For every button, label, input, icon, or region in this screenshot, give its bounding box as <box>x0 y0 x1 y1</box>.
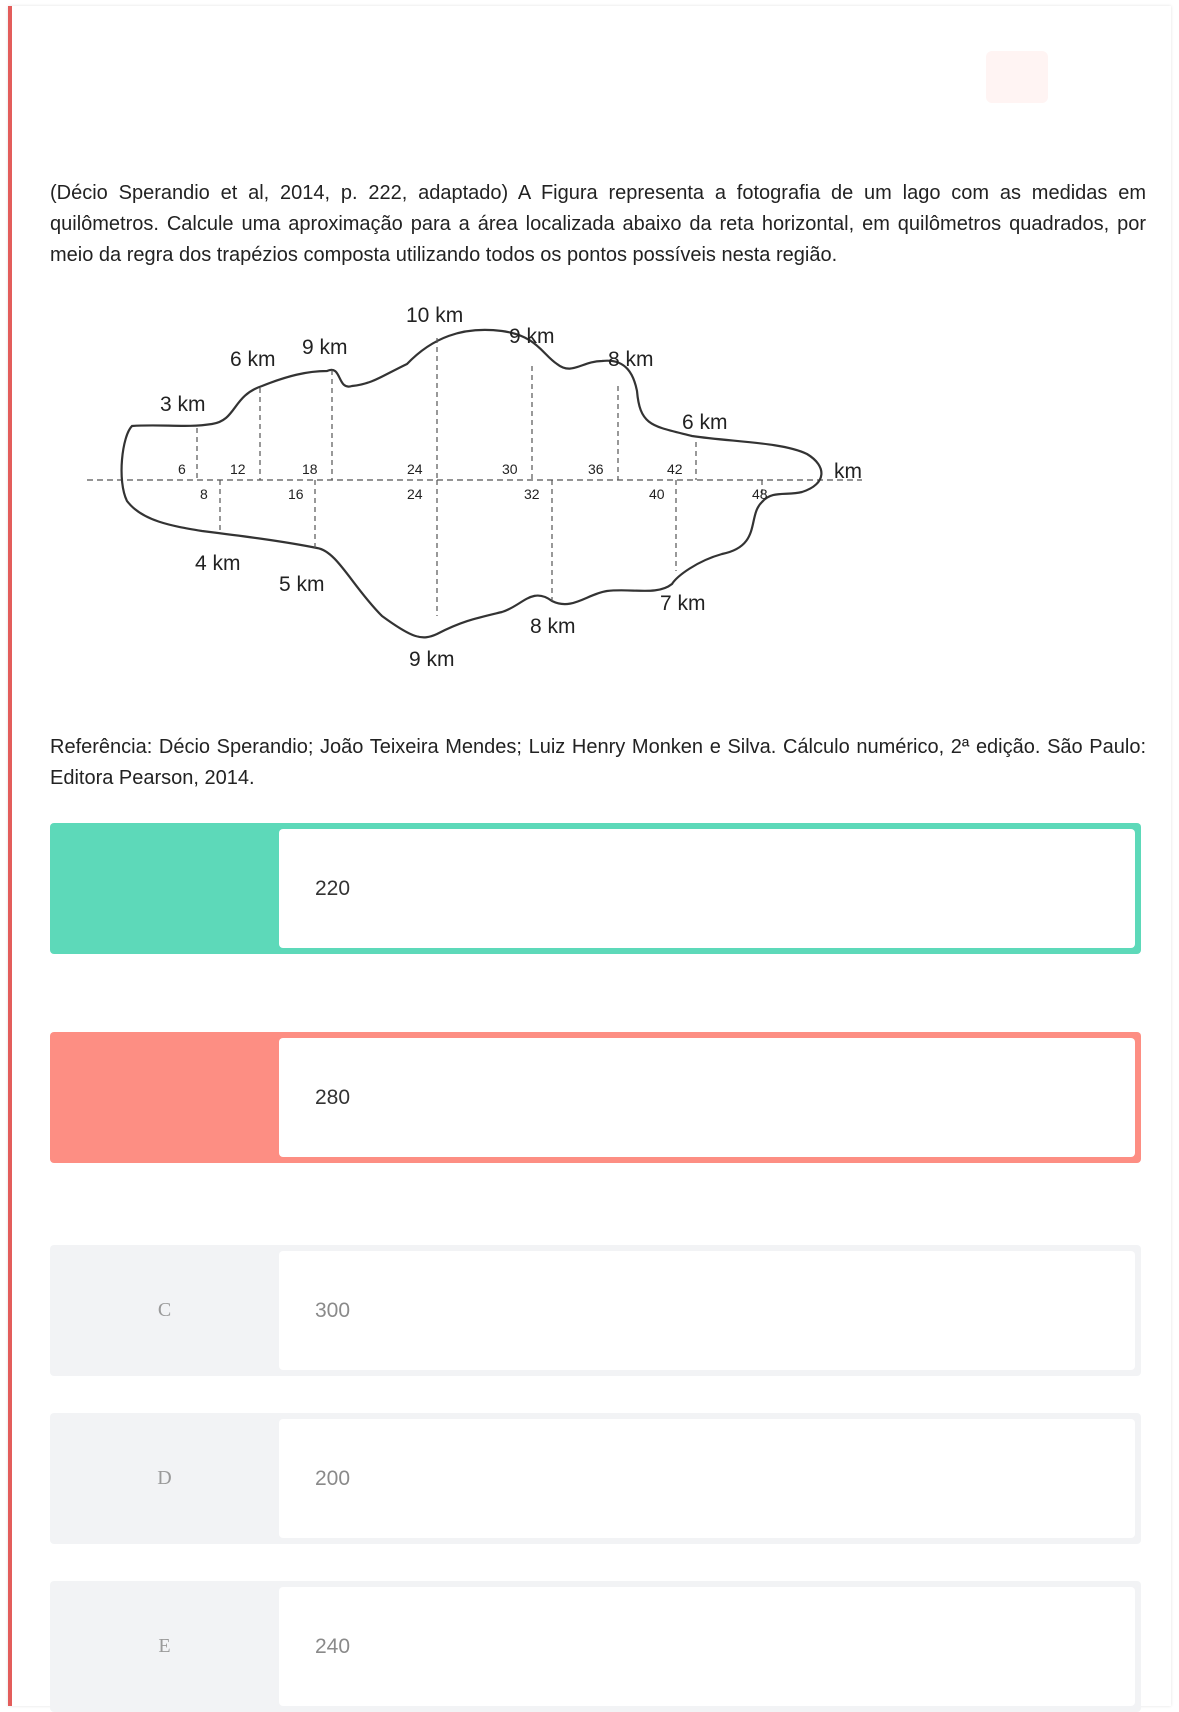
option-answer[interactable]: 200 <box>279 1419 1135 1538</box>
option-answer[interactable]: 240 <box>279 1587 1135 1706</box>
upper-label: 8 km <box>608 348 654 371</box>
upper-tick: 36 <box>588 461 604 477</box>
flag-icon[interactable] <box>986 51 1048 103</box>
option-a[interactable] <box>50 823 1141 954</box>
lower-tick: 48 <box>752 486 768 502</box>
option-d[interactable] <box>50 1413 1141 1544</box>
upper-label: 10 km <box>406 304 464 327</box>
upper-label: 9 km <box>302 336 348 359</box>
lower-label: 7 km <box>660 592 706 615</box>
option-c[interactable] <box>50 1245 1141 1376</box>
question-card <box>8 6 1171 1706</box>
lower-label: 5 km <box>279 573 325 596</box>
lower-tick: 32 <box>524 486 540 502</box>
option-letter <box>50 1032 279 1163</box>
option-letter: C <box>157 1299 172 1321</box>
axis-unit: km <box>834 460 862 483</box>
lake-figure <box>82 304 932 716</box>
lower-tick: 40 <box>649 486 665 502</box>
upper-tick: 12 <box>230 461 246 477</box>
upper-tick: 24 <box>407 461 423 477</box>
option-letter: D <box>157 1467 172 1489</box>
upper-label: 6 km <box>682 411 728 434</box>
upper-label: 6 km <box>230 348 276 371</box>
lower-label: 9 km <box>409 648 455 671</box>
reference-text: Referência: Décio Sperandio; João Teixeira Mendes; Luiz Henry Monken e Silva. Cálculo numérico, 2ª edição. São Paulo: Editora Pearson, 2014. <box>50 736 1146 789</box>
option-answer[interactable]: 220 <box>279 829 1135 948</box>
question-text: (Décio Sperandio et al, 2014, p. 222, adaptado) A Figura representa a fotografia de um lago com as medidas em quilômetros. Calcule uma aproximação para a área localizada abaixo da reta horizontal, em quilômetros quadrados, por meio da regra dos trapézios composta utilizando todos os pontos possíveis nesta região. <box>50 182 1146 266</box>
option-answer[interactable]: 280 <box>279 1038 1135 1157</box>
upper-tick: 42 <box>667 461 683 477</box>
lower-tick: 16 <box>288 486 304 502</box>
upper-tick: 6 <box>178 461 186 477</box>
upper-tick: 30 <box>502 461 518 477</box>
upper-label: 3 km <box>160 393 206 416</box>
lower-tick: 8 <box>200 486 208 502</box>
option-letter: E <box>158 1635 171 1657</box>
upper-label: 9 km <box>509 325 555 348</box>
option-letter <box>50 823 279 954</box>
lower-tick: 24 <box>407 486 423 502</box>
option-answer[interactable]: 300 <box>279 1251 1135 1370</box>
lake-outline <box>122 330 822 637</box>
lower-label: 8 km <box>530 615 576 638</box>
option-e[interactable] <box>50 1581 1141 1712</box>
lower-label: 4 km <box>195 552 241 575</box>
lake-diagram <box>82 304 932 716</box>
upper-tick: 18 <box>302 461 318 477</box>
option-b[interactable] <box>50 1032 1141 1163</box>
